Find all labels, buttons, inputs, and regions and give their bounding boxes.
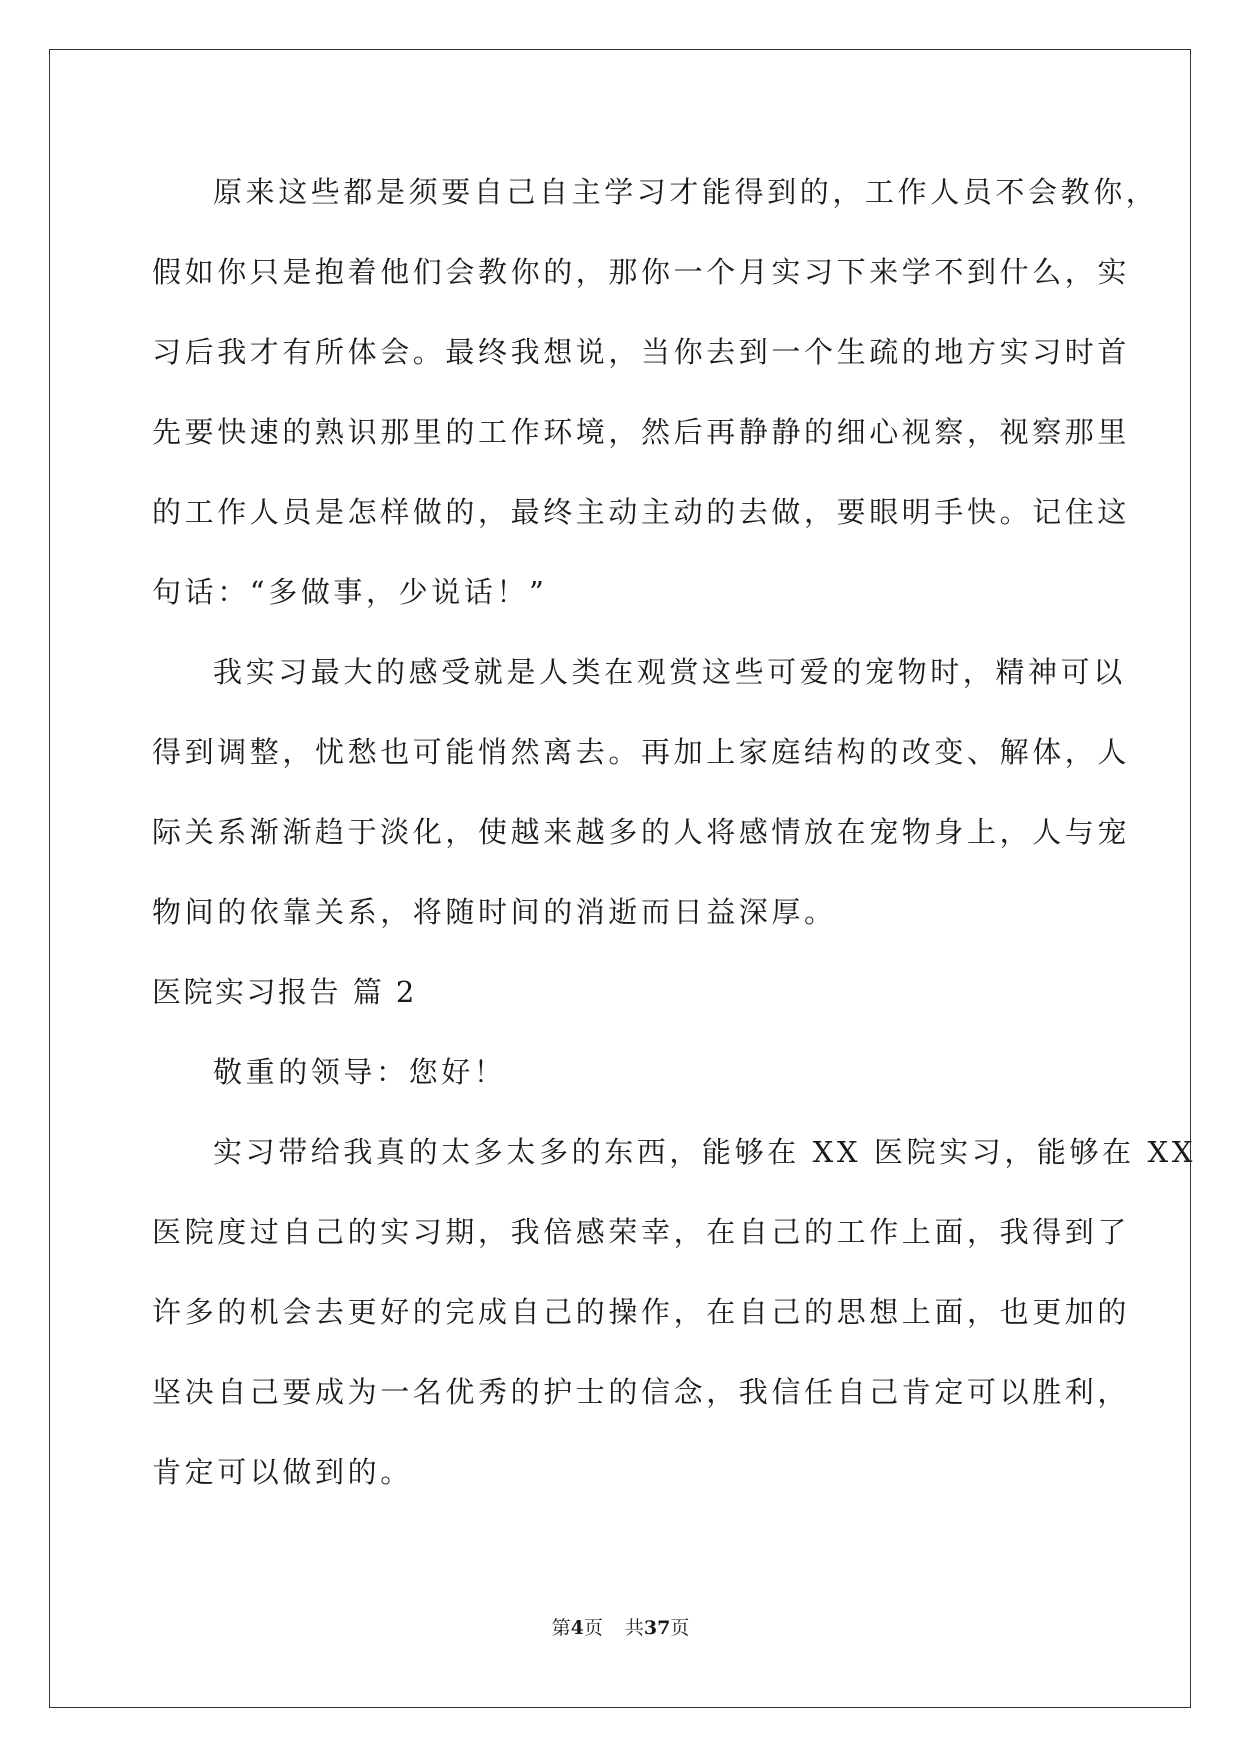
paragraph-1-line-5: 的工作人员是怎样做的，最终主动主动的去做，要眼明手快。记住这: [152, 495, 1131, 529]
paragraph-3-line-3: 许多的机会去更好的完成自己的操作，在自己的思想上面，也更加的: [152, 1295, 1131, 1329]
page-number: 4: [570, 1617, 584, 1639]
paragraph-3-line-4: 坚决自己要成为一名优秀的护士的信念，我信任自己肯定可以胜利，: [152, 1375, 1131, 1409]
page-prefix: 第: [551, 1617, 571, 1639]
paragraph-1-line-1: 原来这些都是须要自己自主学习才能得到的，工作人员不会教你，: [213, 175, 1159, 209]
page-footer: [0, 1616, 1241, 1640]
paragraph-3-line-2: 医院度过自己的实习期，我倍感荣幸，在自己的工作上面，我得到了: [152, 1215, 1131, 1249]
paragraph-1-line-2: 假如你只是抱着他们会教你的，那你一个月实习下来学不到什么，实: [152, 255, 1131, 289]
total-suffix: 页: [670, 1617, 690, 1639]
paragraph-3-line-1: 实习带给我真的太多太多的东西，能够在 XX 医院实习，能够在 XX: [213, 1135, 1197, 1169]
paragraph-1-line-3: 习后我才有所体会。最终我想说，当你去到一个生疏的地方实习时首: [152, 335, 1131, 369]
paragraph-1-line-4: 先要快速的熟识那里的工作环境，然后再静静的细心视察，视察那里: [152, 415, 1131, 449]
section-heading: 医院实习报告 篇 2: [152, 975, 417, 1009]
paragraph-2-line-2: 得到调整，忧愁也可能悄然离去。再加上家庭结构的改变、解体，人: [152, 735, 1131, 769]
total-prefix: 共: [624, 1617, 644, 1639]
paragraph-2-line-4: 物间的依靠关系，将随时间的消逝而日益深厚。: [152, 895, 837, 929]
total-pages: 37: [643, 1617, 671, 1639]
paragraph-2-line-1: 我实习最大的感受就是人类在观赏这些可爱的宠物时，精神可以: [213, 655, 1126, 689]
paragraph-2-line-3: 际关系渐渐趋于淡化，使越来越多的人将感情放在宠物身上，人与宠: [152, 815, 1131, 849]
paragraph-3-line-5: 肯定可以做到的。: [152, 1455, 413, 1489]
page-suffix: 页: [583, 1617, 603, 1639]
greeting: 敬重的领导：您好！: [213, 1055, 507, 1089]
paragraph-1-line-6: 句话：“多做事，少说话！”: [152, 575, 548, 609]
